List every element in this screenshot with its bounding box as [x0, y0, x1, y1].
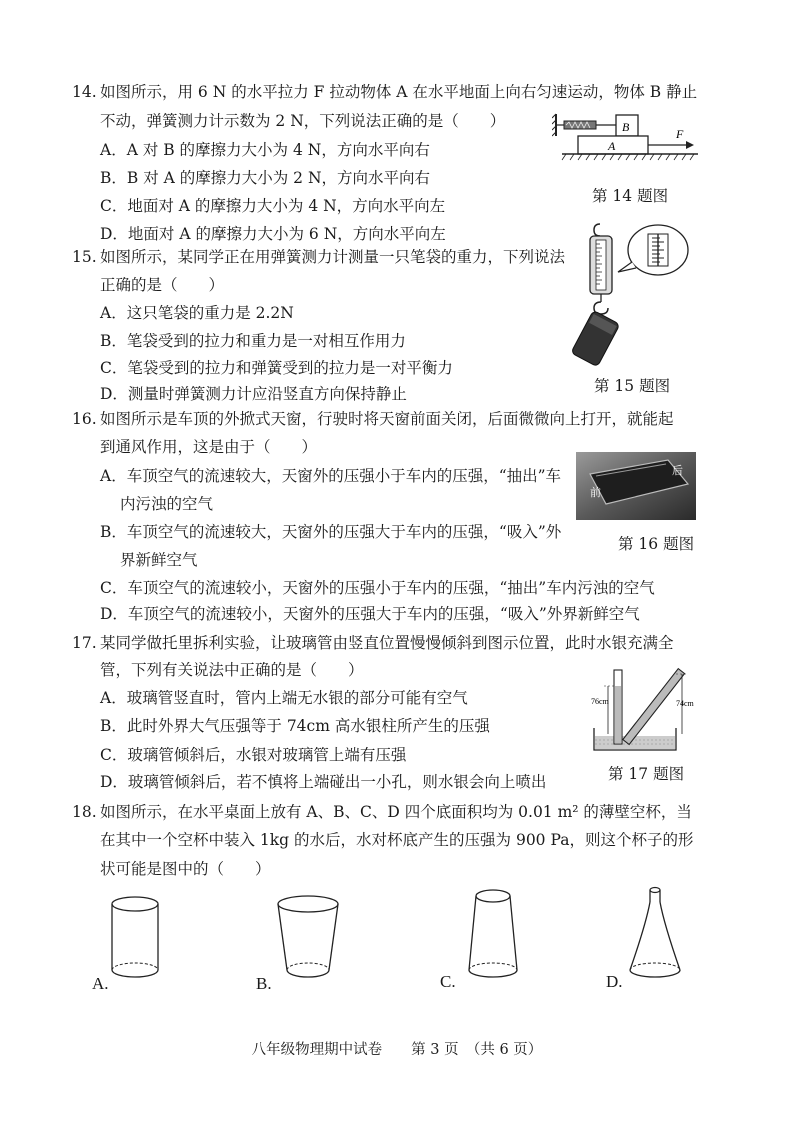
question-17-figure — [590, 662, 700, 758]
question-18-stem-line-2: 在其中一个空杯中装入 1kg 的水后，水对杯底产生的压强为 900 Pa，则这个杯子的形 — [100, 831, 694, 849]
cup-c-label: C. — [440, 972, 456, 991]
question-16-option-a-cont: 内污浊的空气 — [120, 495, 214, 513]
question-17-caption: 第 17 题图 — [608, 765, 685, 783]
question-14-stem-line-1: 如图所示，用 6 N 的水平拉力 F 拉动物体 A 在水平地面上向右匀速运动，物体 B 静止 — [100, 83, 698, 101]
question-16-option-a: A．车顶空气的流速较大，天窗外的压强小于车内的压强，“抽出”车 — [100, 467, 562, 485]
question-17-stem-line-2: 管，下列有关说法中正确的是（ ） — [100, 661, 364, 679]
cup-a-cylinder-figure — [108, 894, 162, 984]
force-f-label: F — [676, 127, 684, 141]
question-14-caption: 第 14 题图 — [592, 187, 669, 205]
question-14-option-d: D．地面对 A 的摩擦力大小为 6 N，方向水平向左 — [100, 225, 446, 243]
page-footer: 八年级物理期中试卷 第 3 页 （共 6 页） — [251, 1042, 543, 1058]
question-18-stem-line-3: 状可能是图中的（ ） — [100, 860, 271, 878]
question-14-option-a: A．A 对 B 的摩擦力大小为 4 N，方向水平向右 — [100, 141, 430, 159]
height-74cm-label: 74cm — [676, 699, 694, 708]
question-16-number: 16. — [72, 410, 97, 428]
cup-d-flask-figure — [624, 884, 686, 984]
sunroof-back-label: 后 — [672, 464, 683, 477]
question-17-option-b: B．此时外界大气压强等于 74cm 高水银柱所产生的压强 — [100, 717, 490, 735]
question-15-option-a: A．这只笔袋的重力是 2.2N — [100, 304, 294, 322]
question-16-figure — [576, 452, 696, 520]
cup-d-label: D. — [606, 972, 623, 991]
height-76cm-label: 76cm — [591, 697, 609, 706]
cup-a-label: A. — [92, 974, 109, 993]
question-14-option-c: C．地面对 A 的摩擦力大小为 4 N，方向水平向左 — [100, 197, 446, 215]
question-15-stem-line-2: 正确的是（ ） — [100, 276, 225, 294]
question-18-stem-line-1: 如图所示，在水平桌面上放有 A、B、C、D 四个底面积均为 0.01 m² 的薄壁空杯，当 — [100, 803, 692, 821]
question-17-stem-line-1: 某同学做托里拆利实验，让玻璃管由竖直位置慢慢倾斜到图示位置，此时水银充满全 — [100, 634, 674, 652]
question-17-option-c: C．玻璃管倾斜后，水银对玻璃管上端有压强 — [100, 746, 407, 764]
question-16-option-b: B．车顶空气的流速较大，天窗外的压强大于车内的压强，“吸入”外 — [100, 523, 562, 541]
question-16-option-c: C．车顶空气的流速较小，天窗外的压强小于车内的压强，“抽出”车内污浊的空气 — [100, 579, 655, 597]
question-14-option-b: B．B 对 A 的摩擦力大小为 2 N，方向水平向右 — [100, 169, 431, 187]
question-15-option-d: D．测量时弹簧测力计应沿竖直方向保持静止 — [100, 385, 407, 403]
cup-c-narrow-top-figure — [464, 886, 522, 984]
question-17-number: 17. — [72, 634, 97, 652]
question-15-option-c: C．笔袋受到的拉力和弹簧受到的拉力是一对平衡力 — [100, 359, 453, 377]
question-16-option-d: D．车顶空气的流速较小，天窗外的压强大于车内的压强，“吸入”外界新鲜空气 — [100, 605, 640, 623]
block-b-label: B — [622, 120, 630, 134]
question-16-stem-line-1: 如图所示是车顶的外掀式天窗，行驶时将天窗前面关闭，后面微微向上打开，就能起 — [100, 410, 674, 428]
block-a-label: A — [608, 139, 616, 153]
cup-b-label: B. — [256, 974, 272, 993]
cup-b-wide-top-figure — [274, 894, 342, 984]
question-17-option-a: A．玻璃管竖直时，管内上端无水银的部分可能有空气 — [100, 689, 468, 707]
question-17-option-d: D．玻璃管倾斜后，若不慎将上端碰出一小孔，则水银会向上喷出 — [100, 773, 547, 791]
question-14-number: 14. — [72, 83, 97, 101]
question-16-option-b-cont: 界新鲜空气 — [120, 551, 198, 569]
question-15-number: 15. — [72, 248, 97, 266]
question-15-option-b: B．笔袋受到的拉力和重力是一对相互作用力 — [100, 332, 406, 350]
question-15-caption: 第 15 题图 — [594, 377, 671, 395]
question-16-caption: 第 16 题图 — [618, 535, 695, 553]
question-14-stem-line-2: 不动，弹簧测力计示数为 2 N，下列说法正确的是（ ） — [100, 112, 506, 130]
question-15-figure — [572, 222, 692, 372]
sunroof-front-label: 前 — [590, 486, 601, 499]
question-15-stem-line-1: 如图所示，某同学正在用弹簧测力计测量一只笔袋的重力，下列说法 — [100, 248, 566, 266]
question-18-number: 18. — [72, 803, 97, 821]
question-14-figure — [552, 110, 698, 168]
question-16-stem-line-2: 到通风作用，这是由于（ ） — [100, 438, 318, 456]
